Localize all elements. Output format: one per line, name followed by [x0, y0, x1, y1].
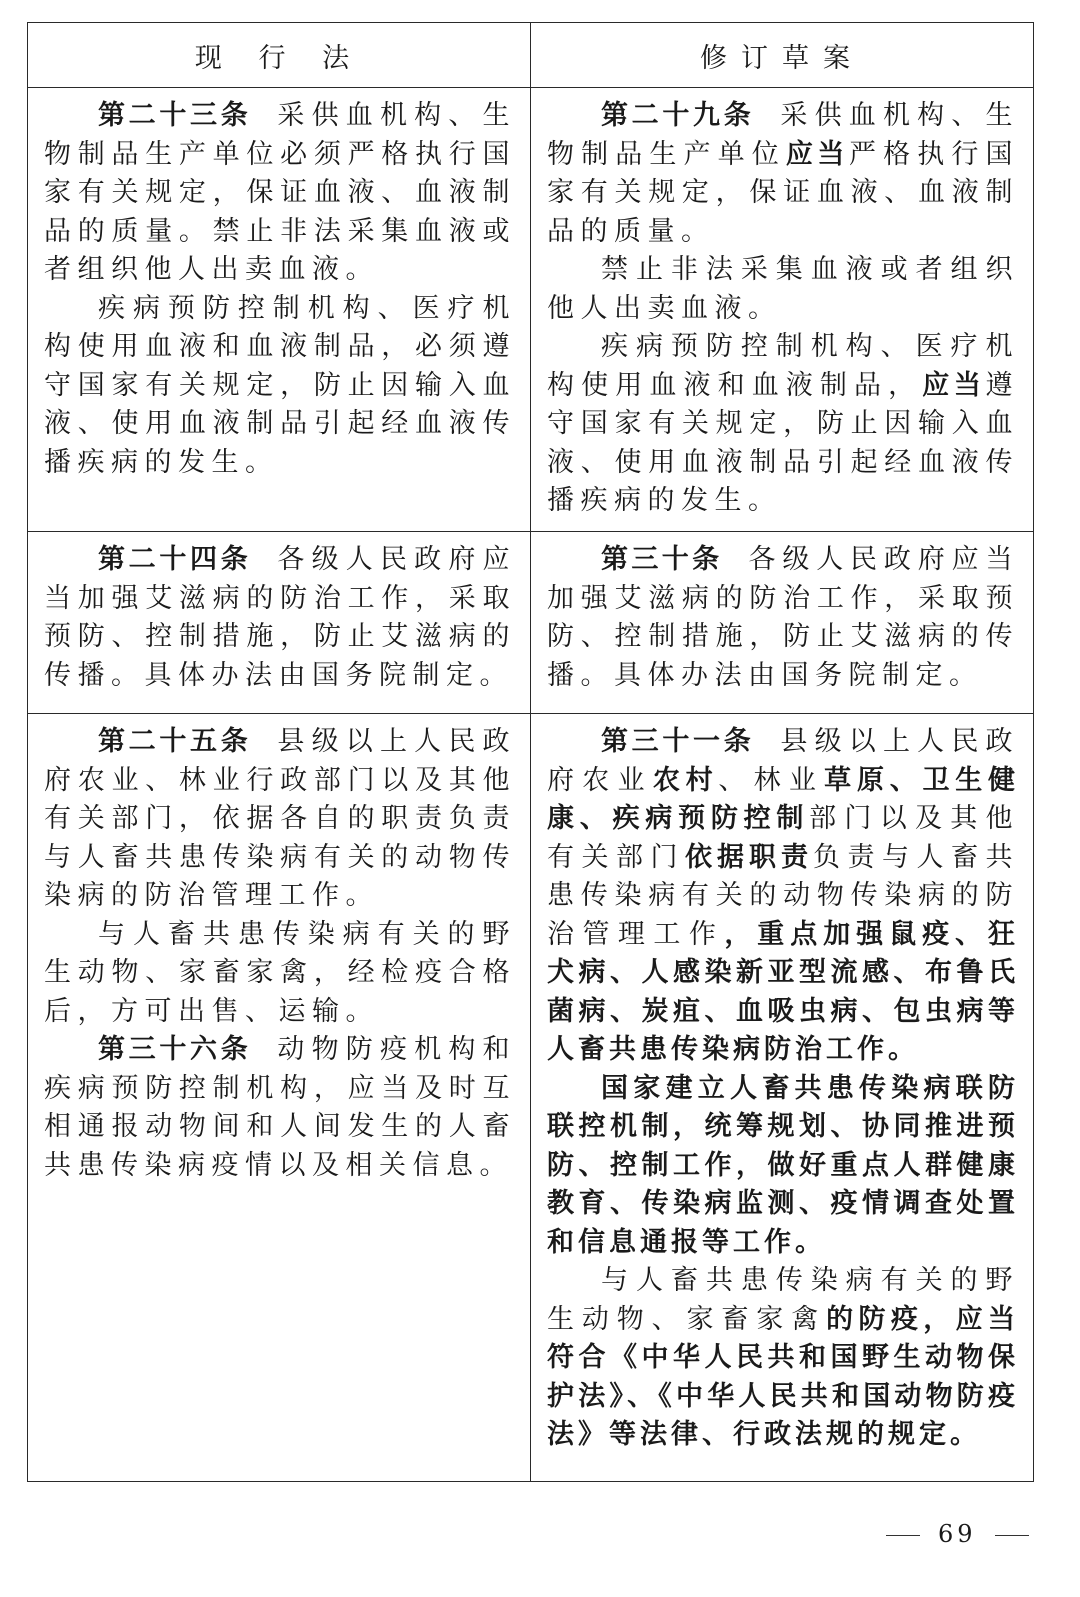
revised-text: 农村: [652, 764, 719, 796]
article-text: 动物防疫机构和疾病预防控制机构，应当及时互相通报动物间和人间发生的人畜共患传染病疫情以及相关信息。: [44, 1034, 517, 1181]
article-paragraph: [44, 97, 516, 290]
article-text: 与人畜共患传染病有关的野生动物、家畜家禽，经检疫合格后，方可出售、运输。: [44, 918, 516, 1027]
article-text: 采供血机构、生物制品生产单位: [547, 100, 1020, 170]
article-heading: 第二十五条: [98, 726, 252, 757]
table-row: [28, 88, 1034, 532]
article-heading: 第三十一条: [601, 726, 755, 757]
article-paragraph: [44, 290, 516, 483]
article-paragraph: [547, 328, 1019, 521]
article-paragraph: [44, 916, 516, 1032]
article-heading: 第二十三条: [98, 100, 252, 131]
revised-text: 草原、卫生健康、疾病预防控制: [547, 764, 1020, 834]
article-paragraph: [547, 97, 1019, 251]
article-paragraph: [44, 541, 516, 695]
article-text: 采供血机构、生物制品生产单位必须严格执行国家有关规定，保证血液、血液制品的质量。禁止非法采集血液或者组织他人出卖血液。: [44, 100, 517, 285]
table-header-row: [28, 23, 1034, 88]
revised-text: 依据职责: [685, 841, 813, 873]
article-text: 禁止非法采集血液或者组织他人出卖血液。: [547, 254, 1019, 324]
article-paragraph: [547, 251, 1019, 328]
revised-text: ，重点加强鼠疫、狂犬病、人感染新亚型流感、布鲁氏菌病、炭疽、血吸虫病、包虫病等人畜共患传染病防治工作。: [547, 918, 1020, 1065]
current-law-cell: [28, 88, 531, 532]
page-number-value: 69: [938, 1520, 977, 1548]
article-text: 疾病预防控制机构、医疗机构使用血液和血液制品，必须遵守国家有关规定，防止因输入血液、使用血液制品引起经血液传播疾病的发生。: [44, 292, 516, 478]
table-row: [28, 714, 1034, 1482]
article-text: 疾病预防控制机构、医疗机构使用血液和血液制品，: [547, 331, 1019, 401]
article-paragraph: [547, 541, 1019, 695]
article-paragraph: [547, 1070, 1019, 1263]
article-paragraph: [547, 1262, 1019, 1455]
article-text: 负责与人畜共患传染病有关的动物传染病的防治管理工作: [547, 841, 1019, 950]
header-revision-draft: 修订草案: [531, 23, 1034, 88]
revised-text: 应当: [922, 369, 986, 401]
article-text: 严格执行国家有关规定，保证血液、血液制品的质量。: [547, 138, 1020, 247]
header-current-law: 现 行 法: [28, 23, 531, 88]
article-text: 部门以及其他有关部门: [547, 803, 1020, 873]
page-dash-right: [995, 1535, 1029, 1536]
article-heading: 第二十九条: [601, 100, 755, 131]
comparison-table: [27, 22, 1034, 1482]
article-text: 县级以上人民政府农业: [547, 726, 1020, 796]
article-text: 与人畜共患传染病有关的野生动物、家畜家禽: [547, 1265, 1019, 1335]
article-text: 各级人民政府应当加强艾滋病的防治工作，采取预防、控制措施，防止艾滋病的传播。具体办法由国务院制定。: [44, 544, 517, 691]
article-heading: 第二十四条: [98, 544, 252, 575]
revision-draft-cell: [531, 532, 1034, 714]
article-heading: 第三十条: [601, 544, 723, 575]
page-dash-left: [886, 1535, 920, 1536]
article-text: 县级以上人民政府农业、林业行政部门以及其他有关部门，依据各自的职责负责与人畜共患传染病有关的动物传染病的防治管理工作。: [44, 726, 517, 911]
revised-text: 应当: [785, 138, 850, 170]
article-text: 各级人民政府应当加强艾滋病的防治工作，采取预防、控制措施，防止艾滋病的传播。具体办法由国务院制定。: [547, 544, 1020, 691]
table-row: [28, 532, 1034, 714]
article-text: 、林业: [718, 764, 825, 796]
revision-draft-cell: [531, 88, 1034, 532]
article-paragraph: [44, 1031, 516, 1185]
revised-text: 的防疫，应当符合《中华人民共和国野生动物保护法》、《中华人民共和国动物防疫法》等法律、行政法规的规定。: [547, 1303, 1020, 1450]
article-paragraph: [547, 723, 1019, 1070]
revised-text: 国家建立人畜共患传染病联防联控机制，统筹规划、协同推进预防、控制工作，做好重点人群健康教育、传染病监测、疫情调查处置和信息通报等工作。: [547, 1072, 1019, 1258]
current-law-cell: [28, 532, 531, 714]
current-law-cell: [28, 714, 531, 1482]
page-number: [868, 1520, 1047, 1548]
article-paragraph: [44, 723, 516, 916]
article-heading: 第三十六条: [98, 1034, 252, 1065]
article-text: 遵守国家有关规定，防止因输入血液、使用血液制品引起经血液传播疾病的发生。: [547, 369, 1020, 516]
revision-draft-cell: [531, 714, 1034, 1482]
